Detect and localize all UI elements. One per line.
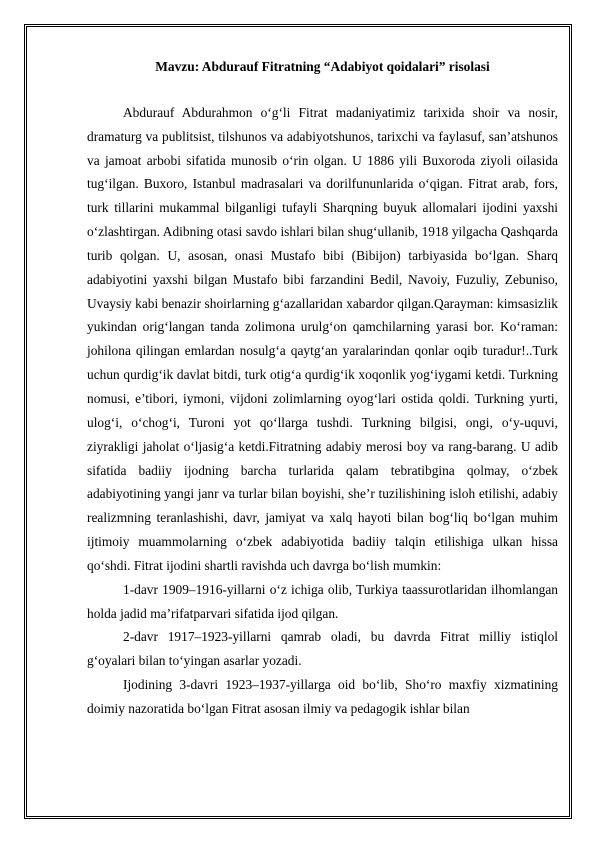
document-body xyxy=(87,55,558,721)
paragraph-period-3: Ijodining 3-davri 1923–1937-yillarga oid bo‘lib, Sho‘ro maxfiy xizmatining doimiy nazoratida bo‘lgan Fitrat asosan ilmiy va pedagogik ishlar bilan xyxy=(87,677,558,716)
paragraph-intro: Abdurauf Abdurahmon o‘g‘li Fitrat madaniyatimiz tarixida shoir va nosir, dramaturg va publitsist, tilshunos va adabiyotshunos, tarixchi va faylasuf, san’atshunos va jamoat arbobi sifatida munosib o‘rin olgan. U 1886 yili Buxoroda ziyoli oilasida tug‘ilgan. Buxoro, Istanbul madrasalari va dorilfununlarida o‘qigan. Fitrat arab, fors, turk tillarini mukammal bilganligi tufayli Sharqning buyuk allomalari ijodini yaxshi o‘zlashtirgan. Adibning otasi savdo ishlari bilan shug‘ullanib, 1918 yilgacha Qashqarda turib qolgan. U, asosan, onasi Mustafo bibi (Bibijon) tarbiyasida bo‘lgan. Sharq adabiyotini yaxshi bilgan Mustafo bibi farzandini Bedil, Navoiy, Fuzuliy, Zebuniso, Uvaysiy kabi benazir shoirlarning g‘azallaridan xabardor qilgan.Qarayman: kimsasizlik yukindan orig‘langan tanda zolimona urulg‘on qamchilarning yarasi bor. Ko‘raman: johilona qilingan emlardan nosulg‘a qaytg‘an yaralarindan qonlar oqib turadur!..Turk uchun qurdig‘ik davlat bitdi, turk otig‘a qurdig‘ik xoqonlik yog‘iygami ketdi. Turkning nomusi, e’tibori, iymoni, vijdoni zolimlarning oyog‘lari ostida qoldi. Turkning yurti, ulog‘i, o‘chog‘i, Turoni yot qo‘llarga tushdi. Turkning bilgisi, ongi, o‘y-uquvi, ziyrakligi jaholat o‘ljasig‘a ketdi.Fitratning adabiy merosi boy va rang-barang. U adib sifatida badiiy ijodning barcha turlarida qalam tebratibgina qolmay, o‘zbek adabiyotining yangi janr va turlar bilan boyishi, she’r tuzilishining isloh etilishi, adabiy realizmning teranlashishi, davr, jamiyat va xalq hayoti bilan bog‘liq bo‘lgan muhim ijtimoiy muammolarning o‘zbek adabiyotida badiiy talqin etilishiga ulkan hissa qo‘shdi. Fitrat ijodini shartli ravishda uch davrga bo‘lish mumkin: xyxy=(87,104,558,573)
document-title: Mavzu: Abdurauf Fitratning “Adabiyot qoidalari” risolasi xyxy=(155,59,490,74)
paragraph-period-1: 1-davr 1909–1916-yillarni o‘z ichiga olib, Turkiya taassurotlaridan ilhomlangan holda jadid ma’rifatparvari sifatida ijod qilgan. xyxy=(87,581,558,621)
paragraph-period-2: 2-davr 1917–1923-yillarni qamrab oladi, bu davrda Fitrat milliy istiqlol g‘oyalari bilan to‘yingan asarlar yozadi. xyxy=(87,629,558,669)
